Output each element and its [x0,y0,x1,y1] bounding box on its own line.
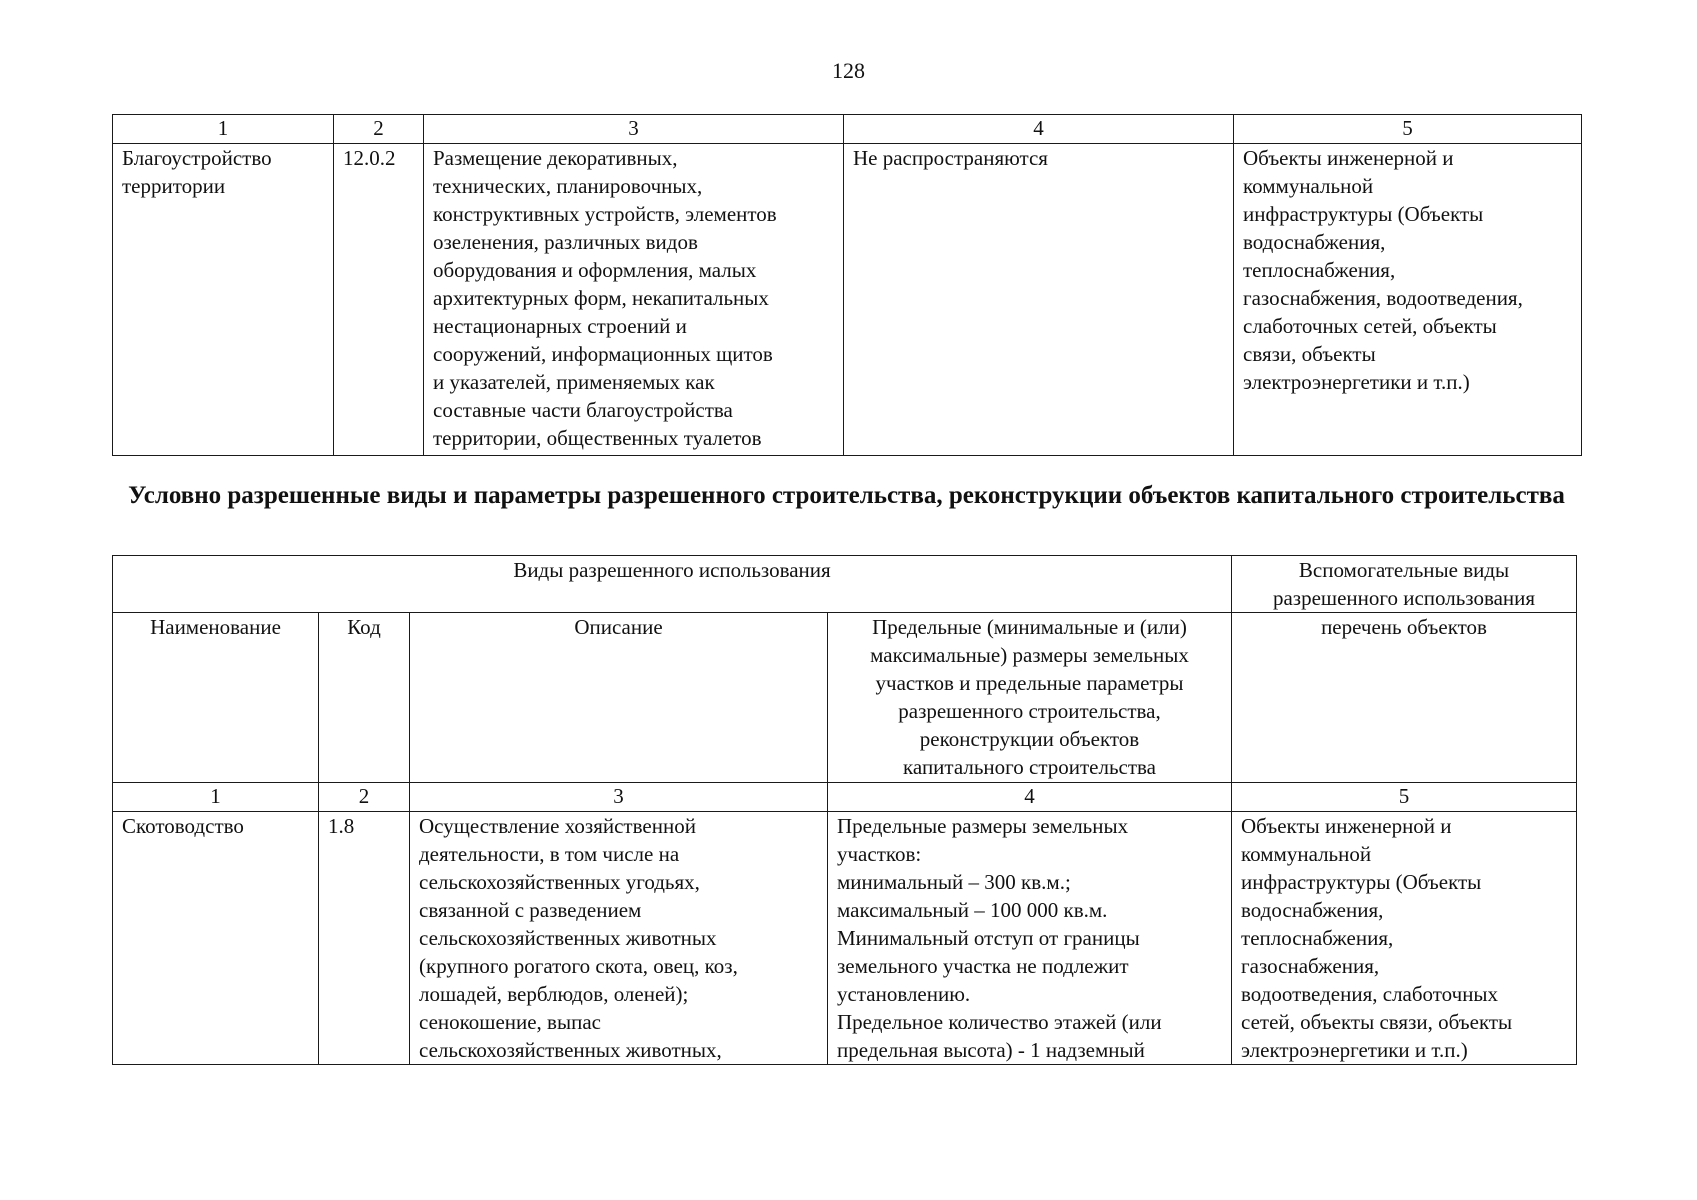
page-number: 128 [832,58,865,83]
use-parameters-cell [844,144,1234,456]
column-number-row [113,783,1577,812]
column-header-description-text: Описание [574,615,663,639]
auxiliary-uses: Объекты инженерной и коммунальной инфраструктуры (Объекты водоснабжения, теплоснабжения, газоснабжения, водоотведения, слаботочных сетей, объекты связи, объекты электроэнергетики и т.п.) [1243,146,1523,394]
section-heading: Условно разрешенные виды и параметры разрешенного строительства, реконструкции объектов капитального строительства [128,482,1565,509]
column-header-name-text: Наименование [150,615,281,639]
column-number: 1 [113,115,334,144]
column-number: 5 [1232,783,1577,812]
column-number: 3 [410,783,828,812]
use-code: 1.8 [328,814,355,838]
auxiliary-uses: Объекты инженерной и коммунальной инфраструктуры (Объекты водоснабжения, теплоснабжения, газоснабжения, водоотведения, слаботочных сетей, объекты связи, объекты электроэнергетики и т.п.) [1241,814,1513,1062]
use-code: 12.0.2 [343,146,396,170]
auxiliary-uses-cell [1232,812,1577,1065]
column-header-auxiliary [1232,613,1577,783]
column-number: 5 [1234,115,1582,144]
column-header-code [319,613,410,783]
group-header-left [113,556,1232,613]
use-description: Размещение декоративных, технических, планировочных, конструктивных устройств, элементов озеленения, различных видов оборудования и оформления, малых архитектурных форм, некапитальных нестационарных строений и сооружений, информационных щитов и указателей, применяемых как составные части благоустройства территории, общественных туалетов [433,146,777,450]
column-number: 3 [424,115,844,144]
use-name-cell [113,812,319,1065]
column-header-parameters [828,613,1232,783]
column-number: 2 [319,783,410,812]
conditionally-permitted-uses-table [112,555,1577,1065]
use-parameters: Не распространяются [853,146,1048,170]
use-name-cell [113,144,334,456]
column-header-auxiliary-text: перечень объектов [1321,615,1487,639]
column-number: 4 [844,115,1234,144]
table-row [113,144,1582,456]
use-description: Осуществление хозяйственной деятельности, в том числе на сельскохозяйственных угодьях, связанной с разведением сельскохозяйственных животных (крупного рогатого скота, овец, коз, лошадей, верблюдов, оленей); сенокошение, выпас сельскохозяйственных животных, [419,814,738,1062]
auxiliary-uses-cell [1234,144,1582,456]
column-header-description [410,613,828,783]
group-header-right-text: Вспомогательные виды разрешенного использования [1272,558,1536,610]
column-number-row [113,115,1582,144]
column-number: 2 [334,115,424,144]
use-name: Благоустройство территории [122,146,272,198]
column-number: 4 [828,783,1232,812]
group-header-right [1232,556,1577,613]
use-parameters: Предельные размеры земельных участков: минимальный – 300 кв.м.; максимальный – 100 000 кв.м. Минимальный отступ от границы земельного участка не подлежит установлению. Предельное количество этажей (или предельная высота) - 1 надземный [837,814,1162,1062]
column-header-parameters-text: Предельные (минимальные и (или) максимальные) размеры земельных участков и предельные параметры разрешенного строительства, реконструкции объектов капитального строительства [870,615,1189,779]
use-description-cell [424,144,844,456]
group-header-left-text: Виды разрешенного использования [513,558,831,582]
use-description-cell [410,812,828,1065]
use-name: Скотоводство [122,814,244,838]
use-code-cell [319,812,410,1065]
column-header-row [113,613,1577,783]
table-row [113,812,1577,1065]
column-header-name [113,613,319,783]
use-parameters-cell [828,812,1232,1065]
permitted-uses-table-continued [112,114,1582,456]
group-header-row [113,556,1577,613]
column-number: 1 [113,783,319,812]
use-code-cell [334,144,424,456]
column-header-code-text: Код [347,615,381,639]
